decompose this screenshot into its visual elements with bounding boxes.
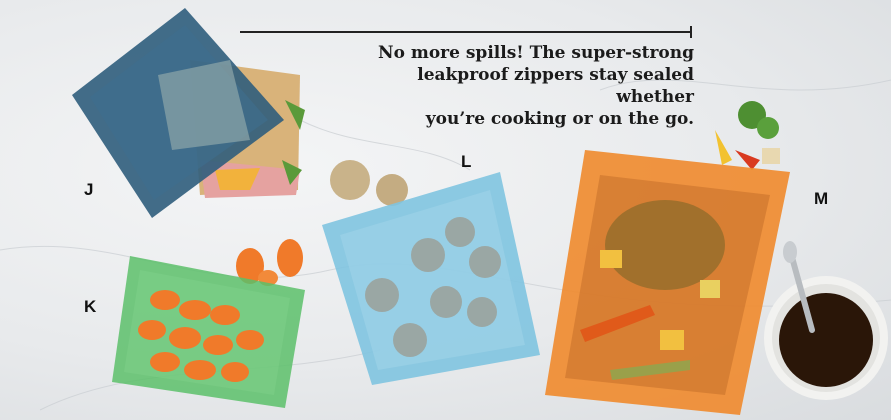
caption-rule	[240, 31, 692, 33]
caption-line-2: leakproof zippers stay sealed whether	[417, 65, 694, 107]
bag-m	[545, 150, 790, 415]
dough-balls-loose	[330, 160, 408, 206]
sauce-bowl	[764, 241, 888, 400]
caption-line-1: No more spills! The super-strong	[378, 43, 694, 63]
label-k: K	[84, 297, 97, 316]
bag-l	[322, 172, 540, 385]
label-j: J	[84, 180, 94, 199]
label-l: L	[461, 152, 472, 171]
vegetables	[715, 101, 780, 170]
caption-line-3: you’re cooking or on the go.	[425, 109, 694, 129]
caption-rule-tick	[690, 26, 692, 38]
caption	[334, 42, 694, 130]
label-m: M	[814, 189, 829, 208]
